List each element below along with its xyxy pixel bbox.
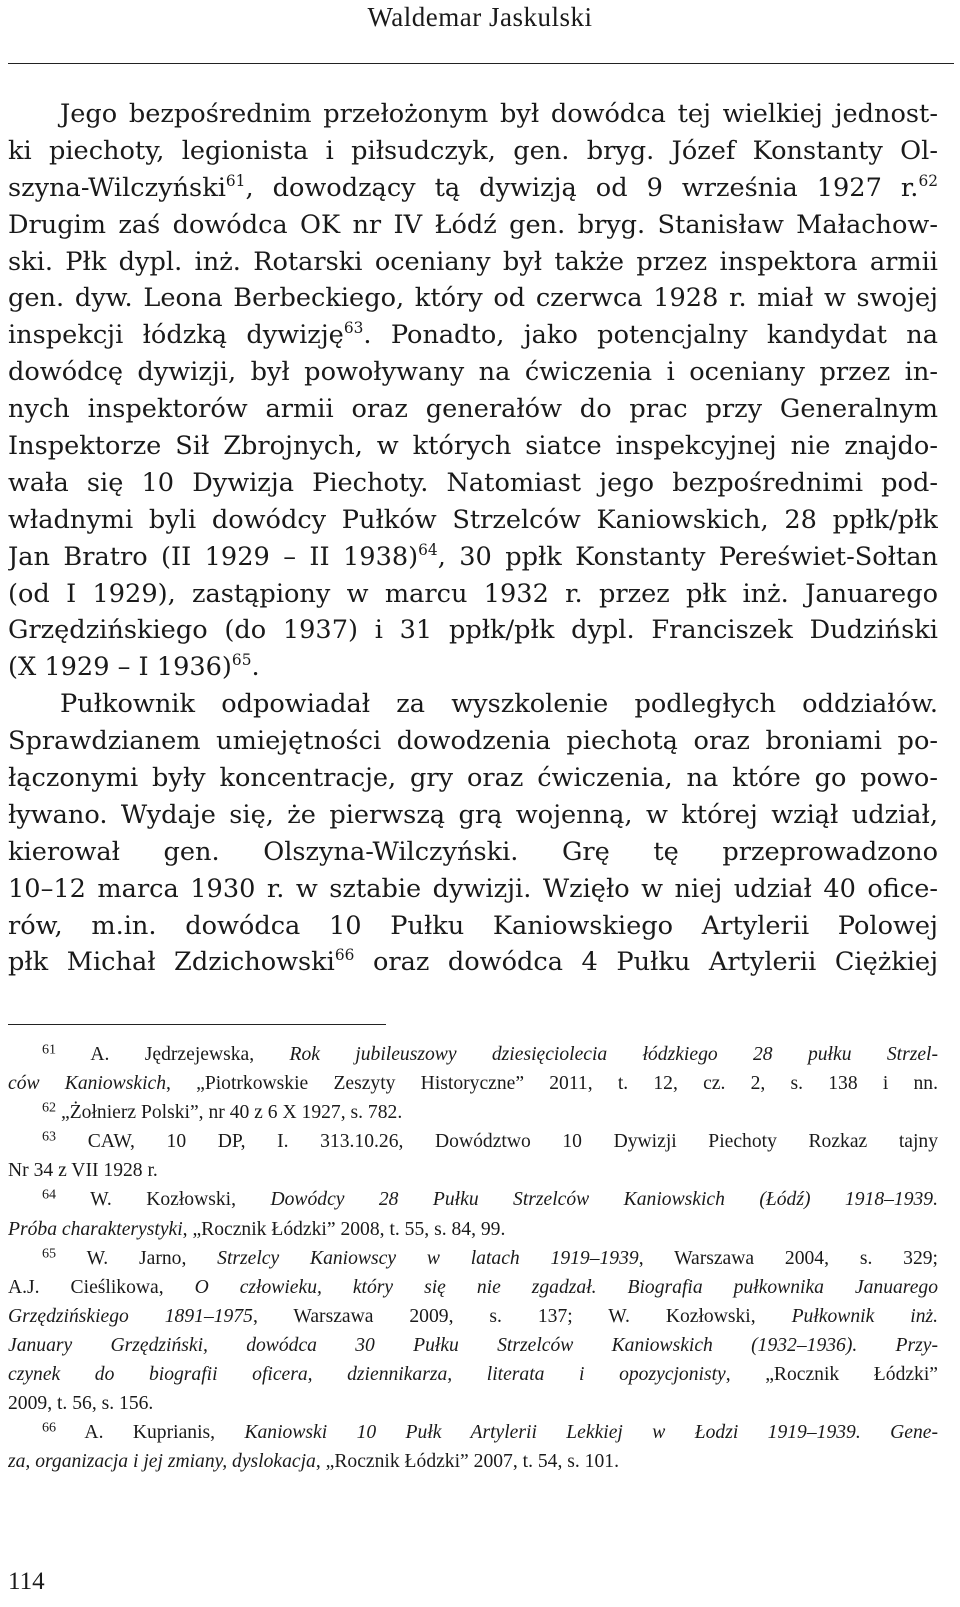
footnote-line: Próba charakterystyki, „Rocznik Łódzki” 2008, t. 55, s. 84, 99. [8, 1218, 506, 1240]
text-line: ływano. Wydaje się, że pierwszą grą wojenną, w której wziął udział, [8, 799, 938, 830]
footnote-line: $^{66}$ A. Kuprianis, Kaniowski 10 Pułk Artylerii Lekkiej w Łodzi 1919–1939. Gene- [42, 1419, 938, 1444]
text-line: ski. Płk dypl. inż. Rotarski oceniany był także przez inspektora armii [8, 246, 938, 277]
footnote-ref: 62 [918, 171, 938, 190]
text-line: kierował gen. Olszyna-Wilczyński. Grę tę przeprowadzono [8, 836, 938, 867]
text-line: dowódcę dywizji, był powoływany na ćwiczenia i oceniany przez in- [8, 357, 938, 388]
footnote-ref: 64 [418, 540, 438, 559]
text-line: Jan Bratro (II 1929 – II 1938)$^{64}$, 30 ppłk Konstanty Pereświet-Sołtan [8, 540, 938, 572]
footnote-line: za, organizacja i jej zmiany, dyslokacja, „Rocznik Łódzki” 2007, t. 54, s. 101. [8, 1451, 619, 1473]
footnote-line: A.J. Cieślikowa, O człowieku, który się nie zgadzał. Biografia pułkownika Januarego [8, 1276, 938, 1298]
footnote-number: 62 [42, 1099, 57, 1116]
text-line: rów, m.in. dowódca 10 Pułku Kaniowskiego Artylerii Polowej [8, 910, 938, 941]
footnote-number: 61 [42, 1041, 57, 1058]
footnote-number: 65 [42, 1245, 57, 1262]
footnote-line: Nr 34 z VII 1928 r. [8, 1160, 158, 1182]
footnote-line: $^{61}$ A. Jędrzejewska, Rok jubileuszowy dziesięciolecia łódzkiego 28 pułku Strzel- [42, 1041, 938, 1065]
footnote-line: 2009, t. 56, s. 156. [8, 1393, 154, 1415]
footnote-ref: 63 [343, 319, 364, 338]
footnote-ref: 61 [225, 171, 246, 190]
footnote-line: $^{63}$ CAW, 10 DP, I. 313.10.26, Dowództwo 10 Dywizji Piechoty Rozkaz tajny [42, 1128, 938, 1153]
text-line: Drugim zaś dowódca OK nr IV Łódź gen. bryg. Stanisław Małachow- [8, 209, 938, 240]
text-line: gen. dyw. Leona Berbeckiego, który od czerwca 1928 r. miał w swojej [8, 283, 938, 314]
footnote-line: ców Kaniowskich, „Piotrkowskie Zeszyty Historyczne” 2011, t. 12, cz. 2, s. 138 i nn. [8, 1073, 938, 1095]
footnote-line: $^{62}$ „Żołnierz Polski”, nr 40 z 6 X 1927, s. 782. [42, 1099, 403, 1124]
footnote-number: 64 [42, 1187, 57, 1204]
text-line: Pułkownik odpowiadał za wyszkolenie podległych oddziałów. [60, 689, 938, 720]
text-line: nych inspektorów armii oraz generałów do prac przy Generalnym [8, 394, 938, 425]
footnote-number: 66 [42, 1419, 57, 1436]
text-line: (od I 1929), zastąpiony w marcu 1932 r. przez płk inż. Januarego [8, 578, 938, 609]
footnote-line: Grzędzińskiego 1891–1975, Warszawa 2009, s. 137; W. Kozłowski, Pułkownik inż. [8, 1305, 938, 1327]
footnote-line: czynek do biografii oficera, dziennikarza, literata i opozycjonisty, „Rocznik Łódzki” [8, 1364, 938, 1386]
header-rule [8, 63, 954, 64]
text-line: władnymi byli dowódcy Pułków Strzelców Kaniowskich, 28 ppłk/płk [8, 504, 938, 535]
running-header [0, 0, 960, 33]
text-line: płk Michał Zdzichowski$^{66}$ oraz dowódca 4 Pułku Artylerii Ciężkiej [8, 946, 938, 978]
text-line: (X 1929 – I 1936)$^{65}$. [8, 651, 260, 683]
footnotes [8, 1040, 938, 1476]
text-line: szyna-Wilczyński$^{61}$, dowodzący tą dywizją od 9 września 1927 r.$^{62}$ [8, 171, 938, 203]
footnote-number: 63 [42, 1128, 57, 1145]
text-line: wała się 10 Dywizja Piechoty. Natomiast jego bezpośrednimi pod- [8, 467, 938, 498]
page-number: 114 [8, 1568, 45, 1595]
text-line: Sprawdzianem umiejętności dowodzenia piechotą oraz broniami po- [8, 726, 938, 757]
text-line: Jego bezpośrednim przełożonym był dowódca tej wielkiej jednost- [60, 99, 938, 129]
footnote-line: $^{64}$ W. Kozłowski, Dowódcy 28 Pułku Strzelców Kaniowskich (Łódź) 1918–1939. [42, 1187, 938, 1211]
footnote-line: January Grzędziński, dowódca 30 Pułku Strzelców Kaniowskich (1932–1936). Przy- [8, 1334, 938, 1356]
footnote-rule [8, 1024, 386, 1025]
text-line: łączonymi były koncentracje, gry oraz ćwiczenia, na które go powo- [8, 763, 938, 794]
text-line: Inspektorze Sił Zbrojnych, w których siatce inspekcyjnej nie znajdo- [8, 431, 938, 462]
text-line: 10–12 marca 1930 r. w sztabie dywizji. Wzięło w niej udział 40 ofice- [8, 873, 938, 904]
text-line: inspekcji łódzką dywizję$^{63}$. Ponadto, jako potencjalny kandydat na [8, 319, 938, 351]
footnote-ref: 65 [231, 651, 252, 670]
running-header-author: Waldemar Jaskulski [367, 2, 593, 32]
text-line: ki piechoty, legionista i piłsudczyk, gen. bryg. Józef Konstanty Ol- [8, 135, 938, 166]
main-text [8, 96, 938, 981]
footnote-ref: 66 [334, 946, 355, 965]
footnote-line: $^{65}$ W. Jarno, Strzelcy Kaniowscy w latach 1919–1939, Warszawa 2004, s. 329; [42, 1245, 938, 1269]
text-line: Grzędzińskiego (do 1937) i 31 ppłk/płk dypl. Franciszek Dudziński [8, 615, 938, 646]
